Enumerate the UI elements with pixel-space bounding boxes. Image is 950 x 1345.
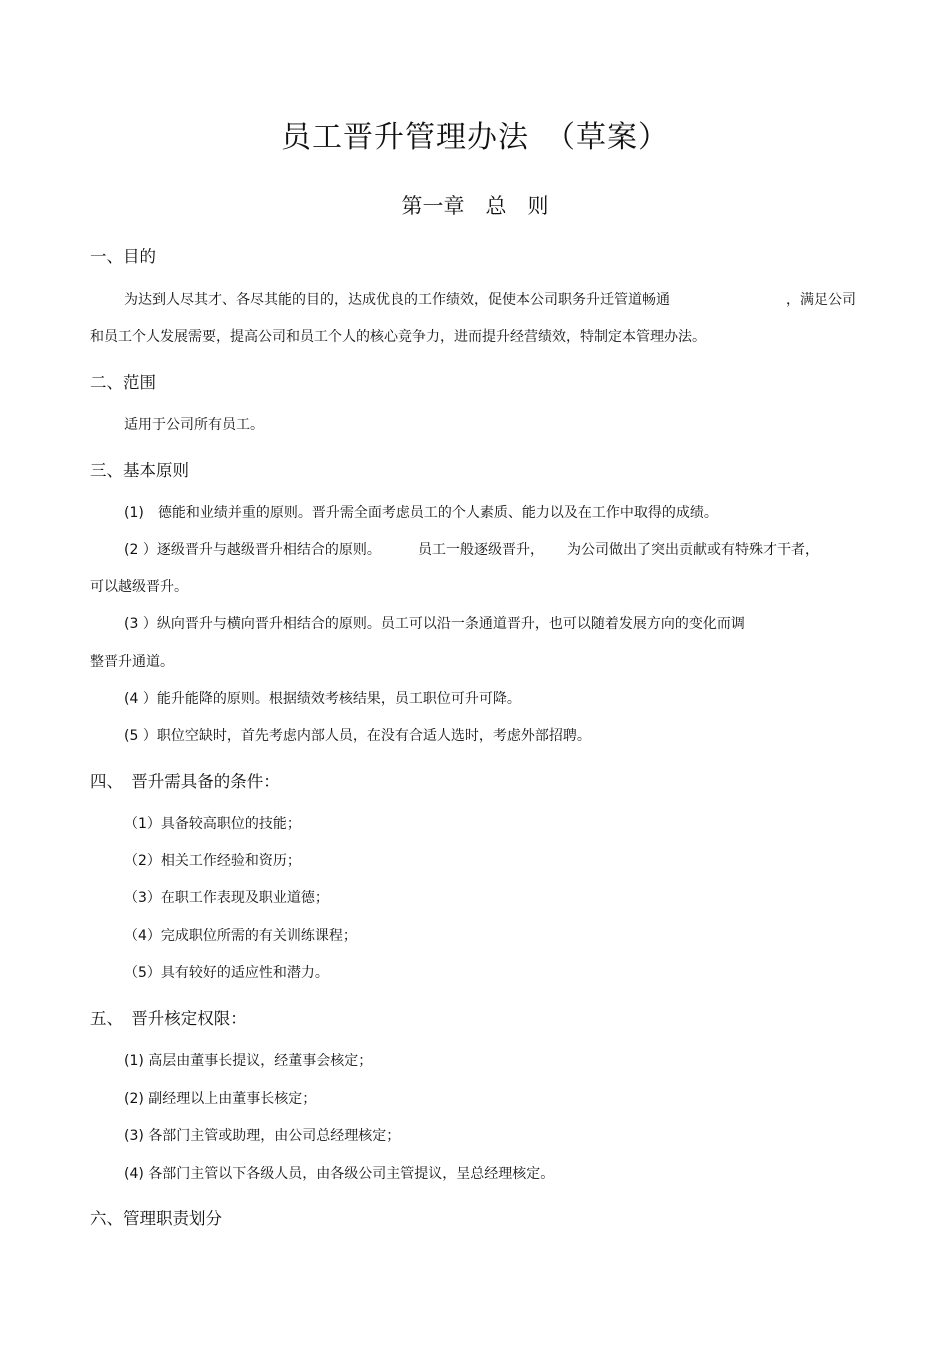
section-heading-authority: 五、 晋升核定权限：: [90, 1009, 247, 1028]
section-heading-purpose: 一、目的: [90, 247, 156, 266]
purpose-line-2: 和员工个人发展需要，提高公司和员工个人的核心竞争力，进而提升经营绩效，特制定本管理办法。: [90, 329, 706, 345]
chapter-heading: 第一章 总 则: [401, 194, 549, 218]
authority-item: (3) 各部门主管或助理，由公司总经理核定；: [124, 1128, 401, 1144]
section-heading-responsibilities: 六、管理职责划分: [90, 1209, 222, 1228]
principle-2-part-a: (2 ）逐级晋升与越级晋升相结合的原则。: [124, 542, 381, 558]
scope-text: 适用于公司所有员工。: [124, 417, 264, 433]
document-title: 员工晋升管理办法 （草案）: [281, 120, 669, 155]
authority-item: (4) 各部门主管以下各级人员，由各级公司主管提议，呈总经理核定。: [124, 1166, 555, 1182]
principle-5: (5 ）职位空缺时，首先考虑内部人员，在没有合适人选时，考虑外部招聘。: [124, 728, 591, 744]
authority-item: (2) 副经理以上由董事长核定；: [124, 1091, 317, 1107]
section-heading-scope: 二、范围: [90, 373, 156, 392]
principle-3-part-b: 整晋升通道。: [90, 654, 174, 670]
principle-1: (1) 德能和业绩并重的原则。晋升需全面考虑员工的个人素质、能力以及在工作中取得的成绩。: [124, 505, 718, 521]
principle-2-part-b: 员工一般逐级晋升，: [418, 542, 544, 558]
condition-item: （1）具备较高职位的技能；: [124, 816, 301, 832]
section-heading-conditions: 四、 晋升需具备的条件：: [90, 772, 280, 791]
condition-item: （2）相关工作经验和资历；: [124, 853, 301, 869]
principle-3-part-a: (3 ）纵向晋升与横向晋升相结合的原则。员工可以沿一条通道晋升，也可以随着发展方向的变化而调: [124, 616, 745, 632]
principle-4: (4 ）能升能降的原则。根据绩效考核结果，员工职位可升可降。: [124, 691, 521, 707]
principle-2-part-d: 可以越级晋升。: [90, 579, 188, 595]
condition-item: （4）完成职位所需的有关训练课程；: [124, 928, 357, 944]
principle-2-part-c: 为公司做出了突出贡献或有特殊才干者，: [567, 542, 819, 558]
condition-item: （3）在职工作表现及职业道德；: [124, 890, 329, 906]
section-heading-principles: 三、基本原则: [90, 461, 189, 480]
purpose-line-1-tail: ，满足公司: [786, 292, 856, 308]
authority-item: (1) 高层由董事长提议，经董事会核定；: [124, 1053, 373, 1069]
purpose-line-1: 为达到人尽其才、各尽其能的目的，达成优良的工作绩效，促使本公司职务升迁管道畅通: [124, 292, 670, 308]
condition-item: （5）具有较好的适应性和潜力。: [124, 965, 329, 981]
